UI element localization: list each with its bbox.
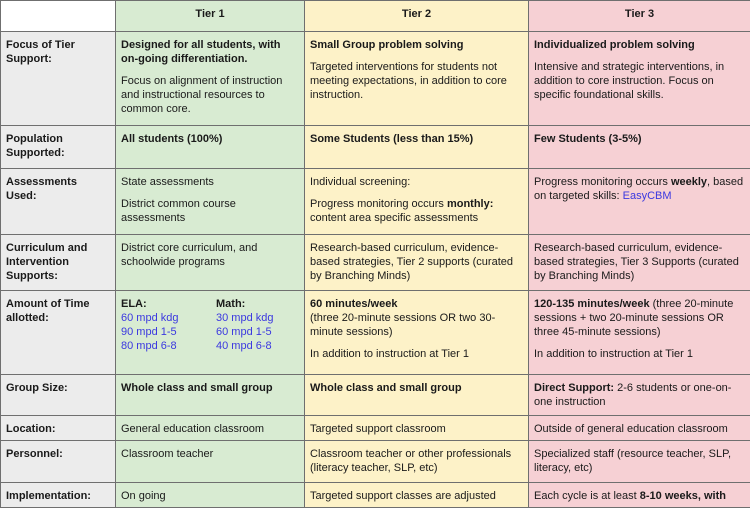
location-row (1, 416, 750, 441)
curriculum-label: Curriculum and Intervention Supports: (1, 235, 116, 291)
assessments-tier1-b: District common course assessments (121, 197, 299, 225)
assessments-tier2-post: content area specific assessments (310, 212, 478, 224)
location-tier2: Targeted support classroom (305, 416, 529, 441)
group-tier3-bold: Direct Support: (534, 382, 614, 394)
ela-kdg: 60 mpd kdg (121, 311, 216, 325)
focus-tier3-text: Intensive and strategic interventions, in addition to core instruction. Focus on specific foundational skills. (534, 60, 745, 102)
curriculum-row (1, 235, 750, 291)
focus-label: Focus of Tier Support: (1, 32, 116, 126)
math-1-5: 60 mpd 1-5 (216, 325, 296, 339)
focus-tier3-bold: Individualized problem solving (534, 38, 745, 52)
assessments-tier1-a: State assessments (121, 175, 299, 189)
tier2-header: Tier 2 (305, 1, 529, 32)
time-tier3-extra: In addition to instruction at Tier 1 (534, 347, 745, 361)
focus-row (1, 32, 750, 126)
assessments-tier1 (116, 169, 305, 235)
ela-1-5: 90 mpd 1-5 (121, 325, 216, 339)
time-label: Amount of Time allotted: (1, 291, 116, 375)
time-tier1 (116, 291, 305, 375)
implementation-tier3 (529, 483, 750, 508)
population-label: Population Supported: (1, 126, 116, 169)
assessments-tier2-monthly: monthly: (447, 198, 493, 210)
focus-tier1 (116, 32, 305, 126)
group-tier3 (529, 375, 750, 416)
population-tier1: All students (100%) (116, 126, 305, 169)
ela-column (121, 297, 216, 353)
time-tier2 (305, 291, 529, 375)
time-tier2-bold: 60 minutes/week (310, 298, 397, 310)
assessments-tier2-b (310, 197, 523, 225)
tier1-header: Tier 1 (116, 1, 305, 32)
group-tier1: Whole class and small group (116, 375, 305, 416)
personnel-row (1, 441, 750, 483)
assessments-label: Assessments Used: (1, 169, 116, 235)
assessments-tier3-pre: Progress monitoring occurs (534, 176, 671, 188)
assessments-tier2 (305, 169, 529, 235)
assessments-tier2-pre: Progress monitoring occurs (310, 198, 447, 210)
focus-tier1-bold: Designed for all students, with on-going differentiation. (121, 38, 299, 66)
focus-tier3 (529, 32, 750, 126)
population-row (1, 126, 750, 169)
math-column (216, 297, 296, 353)
group-tier2: Whole class and small group (305, 375, 529, 416)
group-row (1, 375, 750, 416)
header-row (1, 1, 750, 32)
implementation-tier1: On going (116, 483, 305, 508)
minutes-grid (121, 297, 299, 353)
time-row (1, 291, 750, 375)
personnel-tier2: Classroom teacher or other professionals (literacy teacher, SLP, etc) (305, 441, 529, 483)
math-6-8: 40 mpd 6-8 (216, 339, 296, 353)
time-tier2-extra: In addition to instruction at Tier 1 (310, 347, 523, 361)
focus-tier2-text: Targeted interventions for students not meeting expectations, in addition to core instruction. (310, 60, 523, 102)
implementation-tier2: Targeted support classes are adjusted (305, 483, 529, 508)
group-label: Group Size: (1, 375, 116, 416)
curriculum-tier2: Research-based curriculum, evidence-based strategies, Tier 2 supports (curated by Branching Minds) (305, 235, 529, 291)
ela-6-8: 80 mpd 6-8 (121, 339, 216, 353)
focus-tier1-text: Focus on alignment of instruction and instructional resources to common core. (121, 74, 299, 116)
curriculum-tier1: District core curriculum, and schoolwide programs (116, 235, 305, 291)
implementation-tier3-bold: 8-10 weeks, with (640, 490, 726, 502)
tier3-header: Tier 3 (529, 1, 750, 32)
curriculum-tier3: Research-based curriculum, evidence-based strategies, Tier 3 Supports (curated by Branching Minds) (529, 235, 750, 291)
math-kdg: 30 mpd kdg (216, 311, 296, 325)
population-tier3: Few Students (3-5%) (529, 126, 750, 169)
assessments-tier3-weekly: weekly (671, 176, 707, 188)
implementation-tier3-pre: Each cycle is at least (534, 490, 640, 502)
population-tier2: Some Students (less than 15%) (305, 126, 529, 169)
time-tier3 (529, 291, 750, 375)
time-tier3-bold: 120-135 minutes/week (534, 298, 650, 310)
implementation-label: Implementation: (1, 483, 116, 508)
group-tier3-text: 2-6 students or one-on-one instruction (534, 382, 731, 408)
personnel-label: Personnel: (1, 441, 116, 483)
assessments-tier2-a: Individual screening: (310, 175, 523, 189)
personnel-tier3: Specialized staff (resource teacher, SLP, literacy, etc) (529, 441, 750, 483)
time-tier2-text: (three 20-minute sessions OR two 30-minute sessions) (310, 312, 495, 338)
math-heading: Math: (216, 297, 296, 311)
easycbm-link[interactable]: EasyCBM (623, 190, 672, 202)
assessments-tier3 (529, 169, 750, 235)
personnel-tier1: Classroom teacher (116, 441, 305, 483)
ela-heading: ELA: (121, 297, 216, 311)
time-tier3-text: (three 20-minute sessions + two 20-minute sessions OR three 45-minute sessions) (534, 298, 733, 338)
focus-tier2-bold: Small Group problem solving (310, 38, 523, 52)
focus-tier2 (305, 32, 529, 126)
assessments-row (1, 169, 750, 235)
location-tier1: General education classroom (116, 416, 305, 441)
implementation-row (1, 483, 750, 508)
corner-cell (1, 1, 116, 32)
location-label: Location: (1, 416, 116, 441)
location-tier3: Outside of general education classroom (529, 416, 750, 441)
assessments-tier3-mid: , based on targeted skills: (534, 176, 743, 202)
